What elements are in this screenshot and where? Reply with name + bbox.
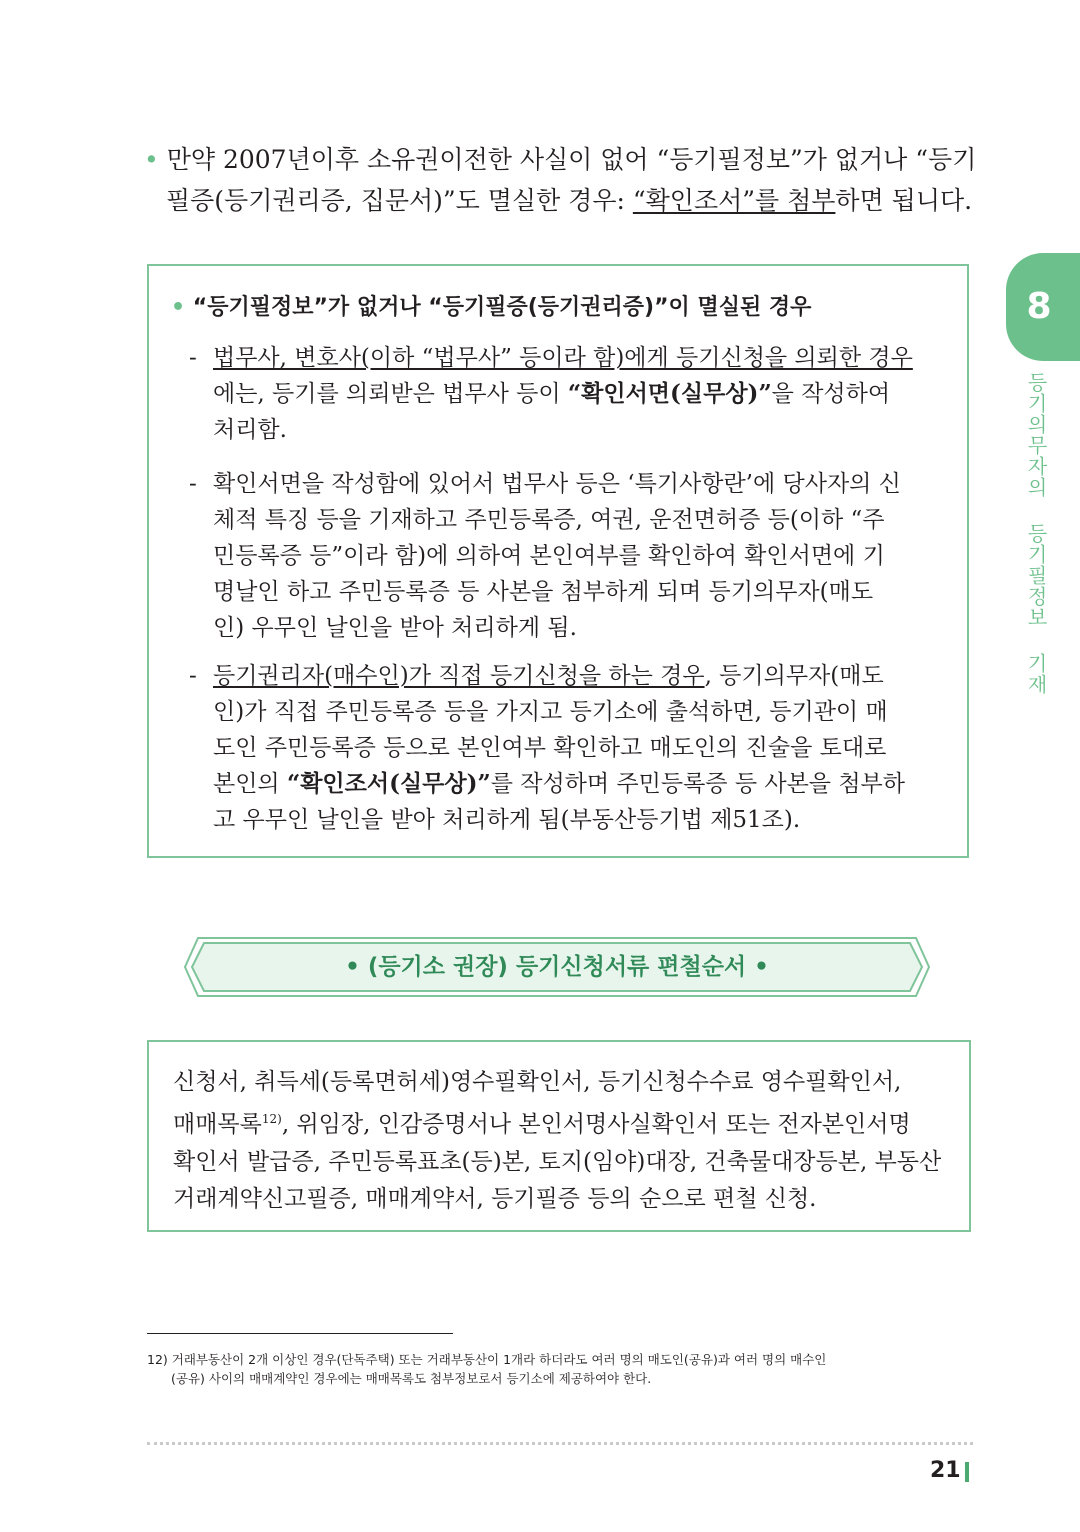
chapter-tab (1006, 253, 1080, 361)
chapter-number: 8 (1026, 286, 1052, 327)
intro-line-2: 필증(등기권리증, 집문서)”도 멸실한 경우: “확인조서”를 첨부하면 됩니다. (166, 186, 973, 215)
bullet-icon: • (171, 295, 186, 320)
bullet-icon: • (345, 954, 360, 980)
lost-certificate-box (147, 264, 969, 858)
intro-line-1: • 만약 2007년이후 소유권이전한 사실이 없어 “등기필정보”가 없거나 “등기 (144, 145, 977, 174)
chapter-title: 등기의무자의 등기필정보 기재 (1024, 372, 1048, 695)
box-heading: • “등기필정보”가 없거나 “등기필증(등기권리증)”이 멸실된 경우 (171, 295, 812, 320)
filing-order-box (147, 1040, 971, 1232)
footnote-divider (147, 1333, 453, 1334)
footnote: 12) 거래부동산이 2개 이상인 경우(단독주택) 또는 거래부동산이 1개라 하더라도 여러 명의 매도인(공유)과 여러 명의 매수인 (공유) 사이의 매매계약인 경우에는 매매목록도 첨부정보로서 등기소에 제공하여야 한다. (147, 1352, 827, 1386)
page-marker (965, 1462, 969, 1482)
list-item: - 확인서면을 작성함에 있어서 법무사 등은 ‘특기사항란’에 당사자의 신 체적 특징 등을 기재하고 주민등록증, 여권, 운전면허증 등(이하 “주 민등록증 등”이라 함)에 의하여 본인여부를 확인하여 확인서면에 기 명날인 하고 주민등록증 등 사본을 첨부하게 되며 등기의무자(매도 인) 우무인 날인을 받아 처리하게 됨. (189, 466, 955, 646)
intro-paragraph (144, 139, 977, 221)
dash-marker: - (189, 471, 197, 497)
section-ribbon (184, 937, 930, 997)
dash-marker: - (189, 663, 197, 689)
list-item: - 법무사, 변호사(이하 “법무사” 등이라 함)에게 등기신청을 의뢰한 경우 에는, 등기를 의뢰받은 법무사 등이 “확인서면(실무상)”을 작성하여 처리함. (189, 340, 955, 448)
ribbon-title: • (등기소 권장) 등기신청서류 편철순서 • (345, 954, 769, 980)
bullet-icon: • (144, 145, 159, 174)
filing-order-text: 신청서, 취득세(등록면허세)영수필확인서, 등기신청수수료 영수필확인서, 매매목록$^{12)}$, 위임장, 인감증명서나 본인서명사실확인서 또는 전자본인서명 확인서 발급증, 주민등록표초(등)본, 토지(임야)대장, 건축물대장등본, 부동산 거래계약신고필증, 매매계약서, 등기필증 등의 순으로 편철 신청. (173, 1069, 942, 1212)
footer-divider (147, 1442, 973, 1445)
intro-underlined-text: “확인조서”를 첨부 (632, 186, 836, 215)
dash-marker: - (189, 345, 197, 371)
list-item: - 등기권리자(매수인)가 직접 등기신청을 하는 경우, 등기의무자(매도 인)가 직접 주민등록증 등을 가지고 등기소에 출석하면, 등기관이 매 도인 주민등록증 등으로 본인여부 확인하고 매도인의 진술을 토대로 본인의 “확인조서(실무상)”를 작성하며 주민등록증 등 사본을 첨부하 고 우무인 날인을 받아 처리하게 됨(부동산등기법 제51조). (189, 658, 955, 838)
page-number: 21 (930, 1458, 961, 1483)
footnote-ref: 12) (261, 1112, 282, 1126)
bullet-icon: • (754, 954, 769, 980)
